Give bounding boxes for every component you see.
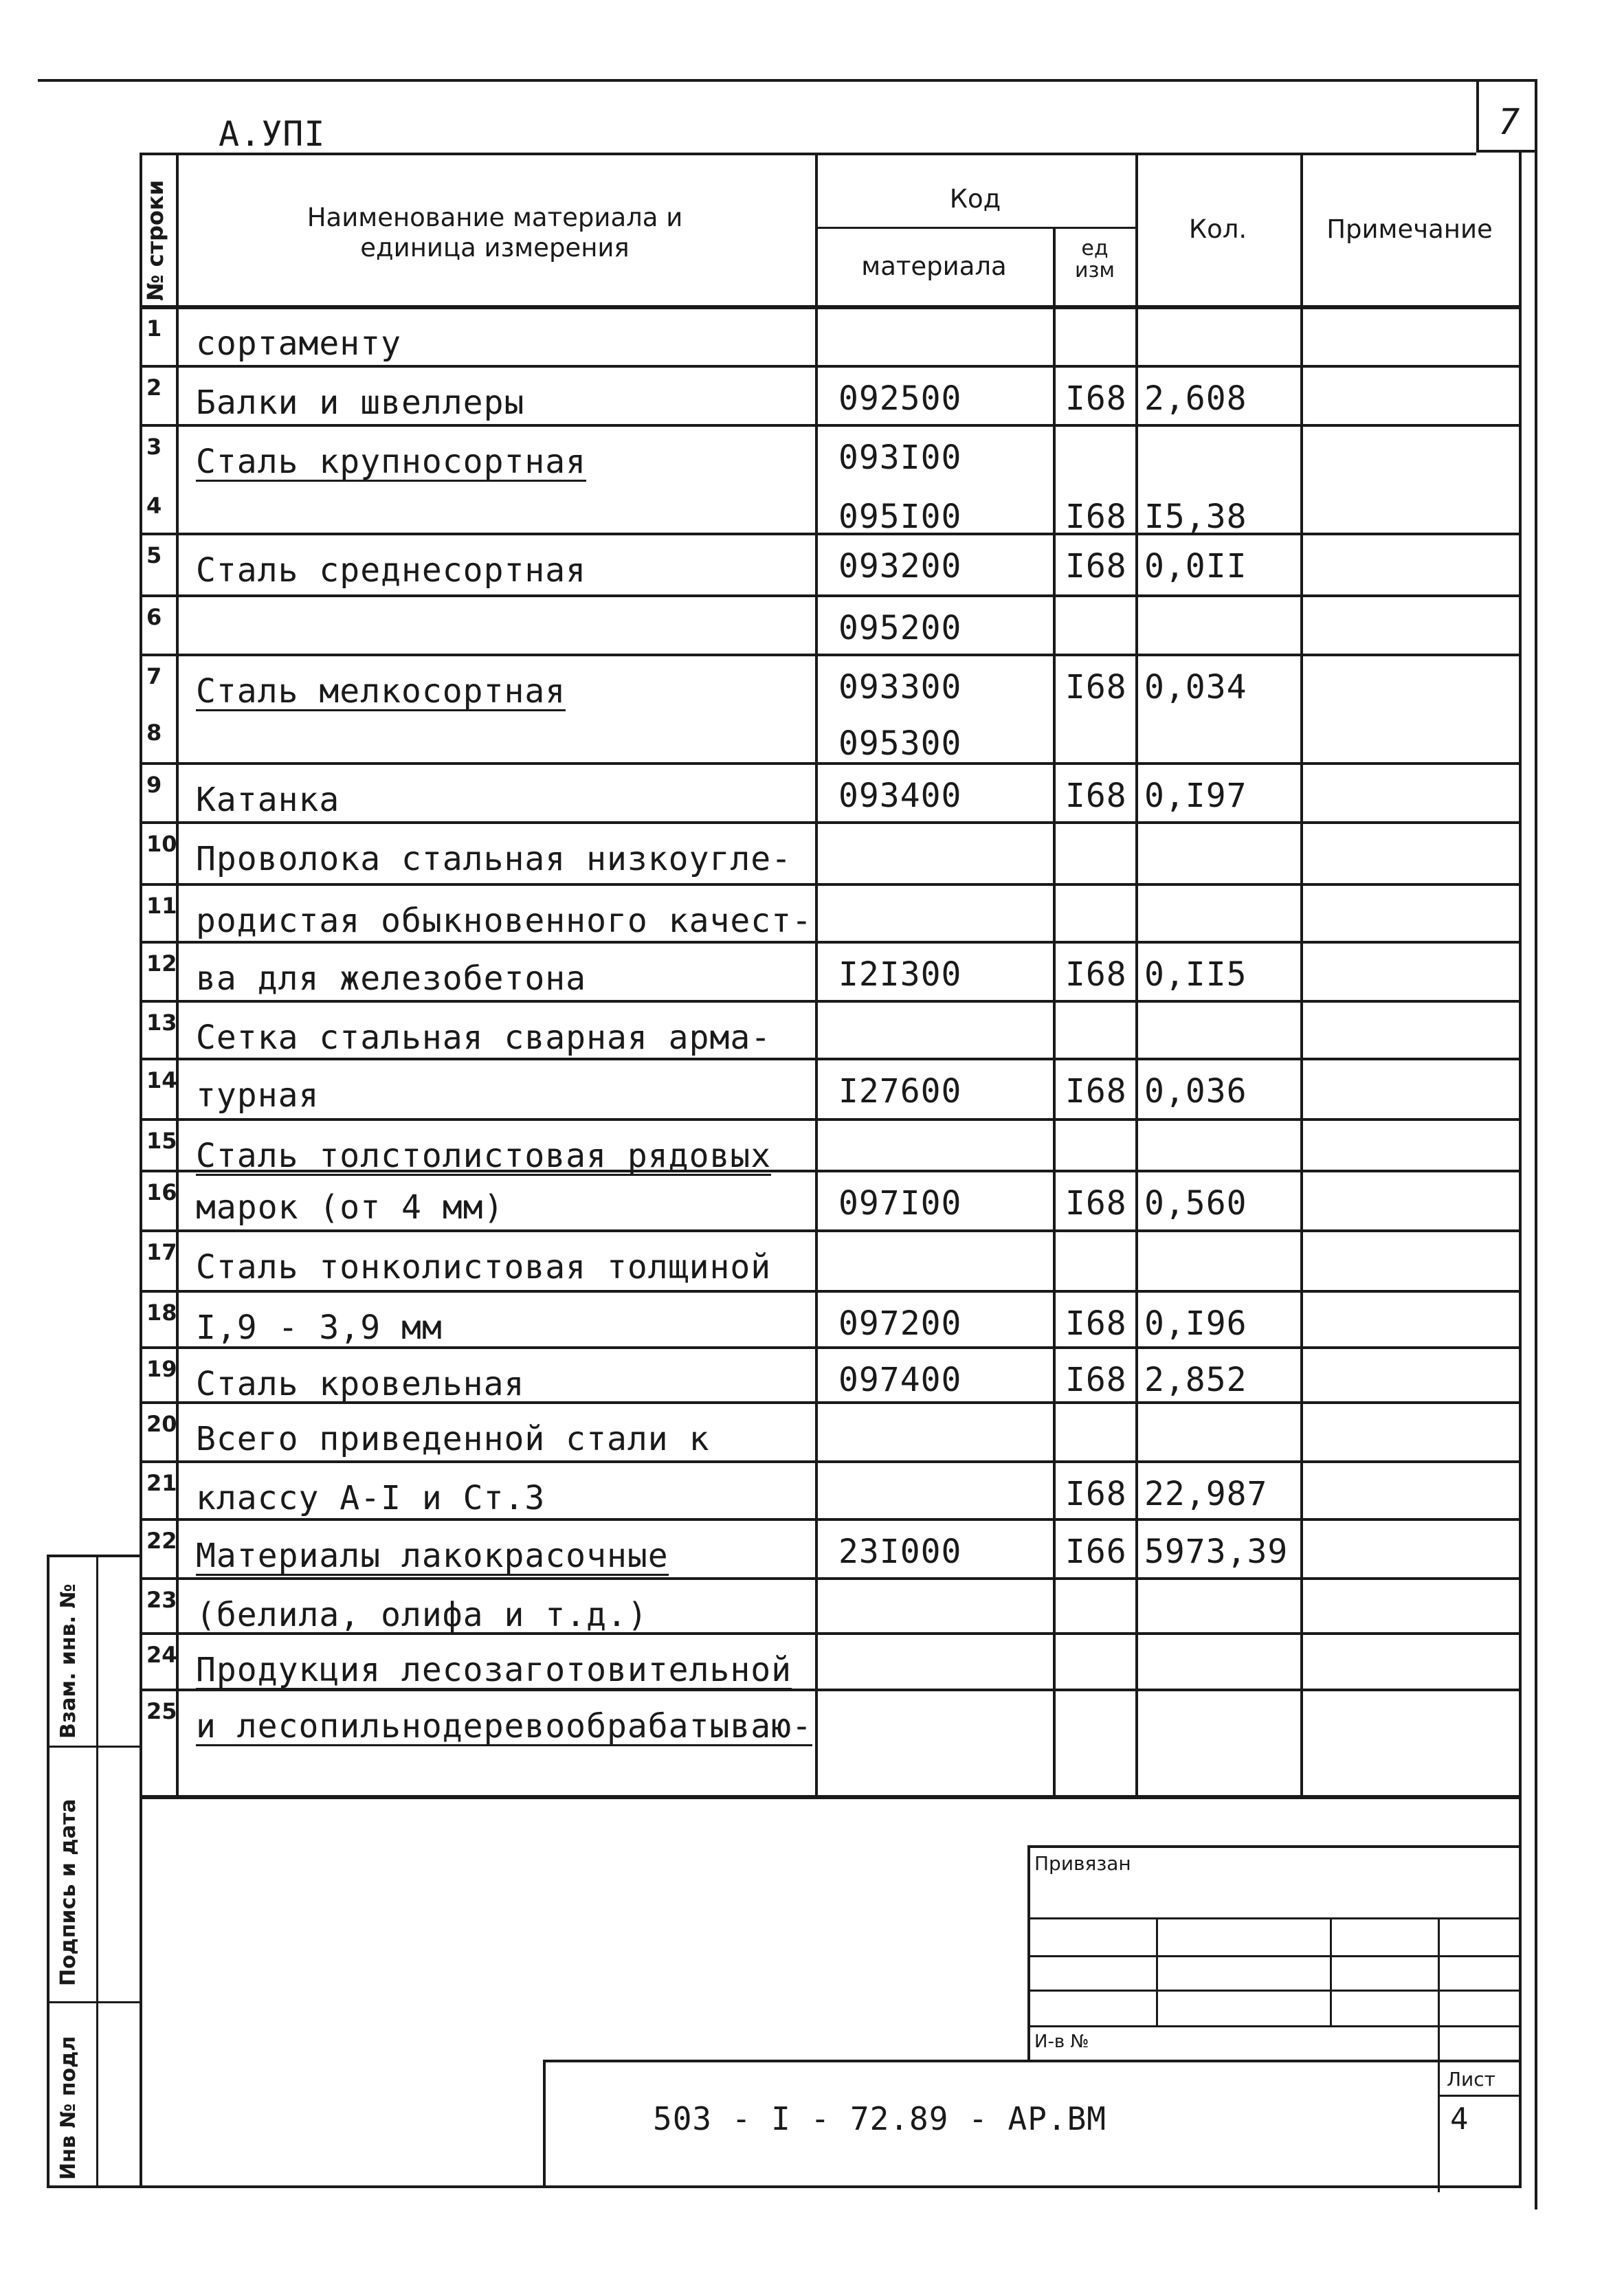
material-code-cell: 097200: [838, 1304, 962, 1343]
header-code-material: материала: [861, 252, 1007, 281]
side-box-sep-1: [47, 1746, 141, 1748]
material-name-cell: Всего приведенной стали к: [196, 1420, 710, 1458]
table-row: [141, 1348, 1519, 1403]
quantity-cell: 0,560: [1144, 1184, 1247, 1223]
quantity-cell: 2,852: [1144, 1361, 1247, 1399]
table-row: [141, 1634, 1519, 1691]
row-number-cell: 1: [146, 315, 162, 342]
corner-box-bottom: [1476, 150, 1537, 153]
document-code: 503 - I - 72.89 - АР.ВМ: [653, 2100, 1106, 2137]
material-code-cell: 092500: [838, 379, 962, 418]
frame-right: [1519, 153, 1522, 2188]
row-number-cell: 5: [146, 542, 162, 568]
material-code-cell: I2I300: [838, 955, 962, 994]
quantity-cell: 0,036: [1144, 1072, 1247, 1111]
stamp-left: [1027, 1845, 1030, 2060]
material-name-cell: Сталь толстолистовая рядовых: [196, 1137, 772, 1175]
material-name-cell: Проволока стальная низкоугле-: [196, 840, 792, 878]
side-label-inv-podl: Инв № подл: [56, 2036, 80, 2180]
quantity-cell: 0,I97: [1144, 777, 1247, 815]
material-name-cell: Сталь крупносортная: [196, 443, 587, 481]
code-subheader-line: [815, 227, 1135, 229]
quantity-cell: 5973,39: [1144, 1533, 1289, 1571]
table-row: [141, 1060, 1519, 1120]
table-row: [141, 1462, 1519, 1520]
quantity-cell: 0,034: [1144, 668, 1247, 706]
title-block-left: [543, 2060, 546, 2187]
side-box-left: [47, 1555, 49, 2187]
body-bottom-line: [140, 1795, 1519, 1799]
table-row: [141, 1403, 1519, 1462]
frame-bottom: [140, 2185, 1521, 2188]
row-number-cell: 20: [146, 1411, 177, 1437]
stamp-line-4: [1027, 2025, 1520, 2027]
material-code-cell: 093200: [838, 547, 962, 586]
unit-code-cell: I68: [1065, 498, 1127, 536]
table-row: [141, 1292, 1519, 1348]
unit-code-cell: I68: [1065, 1072, 1127, 1111]
row-number-cell: 12: [146, 950, 177, 977]
row-number-cell: 3: [146, 434, 162, 460]
header-name: Наименование материала и единица измерения: [307, 203, 683, 263]
material-name-cell: турная: [196, 1076, 320, 1115]
material-code-cell: 097400: [838, 1361, 962, 1399]
row-number-cell: 18: [146, 1300, 177, 1326]
table-row: [141, 1579, 1519, 1634]
material-code-cell: 093300: [838, 668, 962, 706]
top-rule: [38, 79, 1537, 82]
stamp-col-2: [1330, 1917, 1332, 2027]
row-number-cell: 25: [146, 1698, 177, 1724]
table-row: [141, 1172, 1519, 1232]
row-number-cell: 14: [146, 1067, 177, 1093]
unit-code-cell: I68: [1065, 1184, 1127, 1223]
table-row: [141, 885, 1519, 943]
header-code: Код: [949, 184, 1001, 214]
table-row: [141, 764, 1519, 823]
material-name-cell: I,9 - 3,9 мм: [196, 1308, 443, 1347]
quantity-cell: 2,608: [1144, 379, 1247, 418]
row-number-cell: 17: [146, 1239, 177, 1265]
quantity-cell: 0,I96: [1144, 1304, 1247, 1343]
material-name-cell: марок (от 4 мм): [196, 1188, 504, 1227]
stamp-line-3: [1027, 1990, 1520, 1992]
material-name-cell: Продукция лесозаготовительной: [196, 1651, 792, 1689]
material-name-cell: Балки и швеллеры: [196, 383, 525, 422]
table-row: [141, 1520, 1519, 1579]
table-row: [141, 943, 1519, 1002]
unit-code-cell: I68: [1065, 668, 1127, 706]
unit-code-cell: I68: [1065, 1361, 1127, 1399]
sheet-label-line: [1438, 2095, 1520, 2097]
table-row: [141, 1691, 1519, 1795]
side-box-divider: [96, 1555, 98, 2187]
row-number-cell: 7: [146, 663, 162, 689]
material-code-cell: 093400: [838, 777, 962, 815]
series-label: А.УПI: [219, 114, 326, 154]
material-code-cell: 095300: [838, 724, 962, 763]
row-number-cell: 23: [146, 1587, 177, 1613]
quantity-cell: I5,38: [1144, 498, 1247, 536]
table-row: [141, 1120, 1519, 1175]
quantity-cell: 0,II5: [1144, 955, 1247, 994]
row-number-cell: 22: [146, 1528, 177, 1554]
table-row: [141, 1002, 1519, 1060]
material-code-cell: 097I00: [838, 1184, 962, 1223]
row-number-cell: 9: [146, 772, 162, 798]
table-row: [141, 656, 1519, 712]
material-name-cell: (белила, олифа и т.д.): [196, 1596, 648, 1634]
material-name-cell: Сталь тонколистовая толщиной: [196, 1248, 772, 1287]
row-number-cell: 8: [146, 720, 162, 746]
material-name-cell: ва для железобетона: [196, 959, 587, 998]
quantity-cell: 22,987: [1144, 1475, 1268, 1513]
side-box-bottom: [47, 2185, 141, 2188]
sheet-label: Лист: [1447, 2068, 1495, 2091]
corner-page-number: 7: [1498, 102, 1521, 143]
stamp-col-3: [1438, 1917, 1440, 2192]
material-name-cell: Сталь мелкосортная: [196, 672, 566, 711]
side-box-top: [47, 1555, 141, 1557]
row-number-cell: 11: [146, 893, 177, 919]
table-row: [141, 597, 1519, 656]
row-number-cell: 6: [146, 604, 162, 630]
stamp-inv-no: И-в №: [1034, 2031, 1089, 2052]
unit-code-cell: I68: [1065, 1475, 1127, 1513]
stamp-bound-label: Привязан: [1034, 1852, 1131, 1875]
unit-code-cell: I68: [1065, 547, 1127, 586]
row-number-cell: 24: [146, 1642, 177, 1668]
table-row: [141, 485, 1519, 535]
table-row: [141, 712, 1519, 764]
stamp-top: [1027, 1845, 1520, 1848]
material-code-cell: 095200: [838, 609, 962, 647]
material-name-cell: Сталь среднесортная: [196, 551, 587, 590]
header-note: Примечание: [1326, 214, 1493, 244]
row-number-cell: 19: [146, 1356, 177, 1382]
table-row: [141, 426, 1519, 485]
material-code-cell: I27600: [838, 1072, 962, 1111]
row-number-cell: 15: [146, 1128, 177, 1154]
row-number-cell: 4: [146, 493, 162, 519]
material-code-cell: 23I000: [838, 1533, 962, 1571]
row-number-cell: 10: [146, 831, 177, 857]
stamp-line-2: [1027, 1955, 1520, 1957]
table-row: [141, 1232, 1519, 1292]
material-code-cell: 093I00: [838, 438, 962, 477]
title-block-top: [543, 2060, 1520, 2062]
header-code-unit: ед изм: [1074, 236, 1115, 282]
material-name-cell: Сталь кровельная: [196, 1365, 525, 1403]
material-name-cell: классу А-I и Ст.3: [196, 1479, 546, 1517]
material-name-cell: Сетка стальная сварная арма-: [196, 1018, 772, 1057]
unit-code-cell: I68: [1065, 379, 1127, 418]
table-row: [141, 823, 1519, 885]
side-box-sep-2: [47, 2001, 141, 2003]
unit-code-cell: I68: [1065, 955, 1127, 994]
corner-box-left: [1476, 79, 1479, 151]
unit-code-cell: I66: [1065, 1533, 1127, 1571]
material-name-cell: родистая обыкновенного качест-: [196, 902, 812, 940]
material-code-cell: 095I00: [838, 498, 962, 536]
row-number-cell: 13: [146, 1010, 177, 1036]
material-name-cell: и лесопильнодеревообрабатываю-: [196, 1707, 812, 1746]
table-row: [141, 367, 1519, 426]
material-name-cell: Катанка: [196, 781, 340, 819]
quantity-cell: 0,0II: [1144, 547, 1247, 586]
row-number-cell: 16: [146, 1179, 177, 1205]
corner-box-right: [1535, 79, 1537, 2209]
unit-code-cell: I68: [1065, 777, 1127, 815]
sheet-number: 4: [1450, 2102, 1469, 2137]
header-row-number: № строки: [142, 179, 168, 301]
material-name-cell: Материалы лакокрасочные: [196, 1537, 669, 1575]
row-number-cell: 21: [146, 1470, 177, 1496]
stamp-line-1: [1027, 1917, 1520, 1919]
side-label-vzam: Взам. инв. №: [56, 1583, 80, 1739]
material-name-cell: сортаменту: [196, 324, 401, 363]
table-row: [141, 308, 1519, 367]
table-row: [141, 535, 1519, 597]
header-qty: Кол.: [1188, 214, 1247, 244]
stamp-col-1: [1156, 1917, 1158, 2027]
row-number-cell: 2: [146, 375, 162, 401]
side-label-podpis: Подпись и дата: [56, 1798, 80, 1986]
unit-code-cell: I68: [1065, 1304, 1127, 1343]
frame-top: [140, 153, 1476, 155]
